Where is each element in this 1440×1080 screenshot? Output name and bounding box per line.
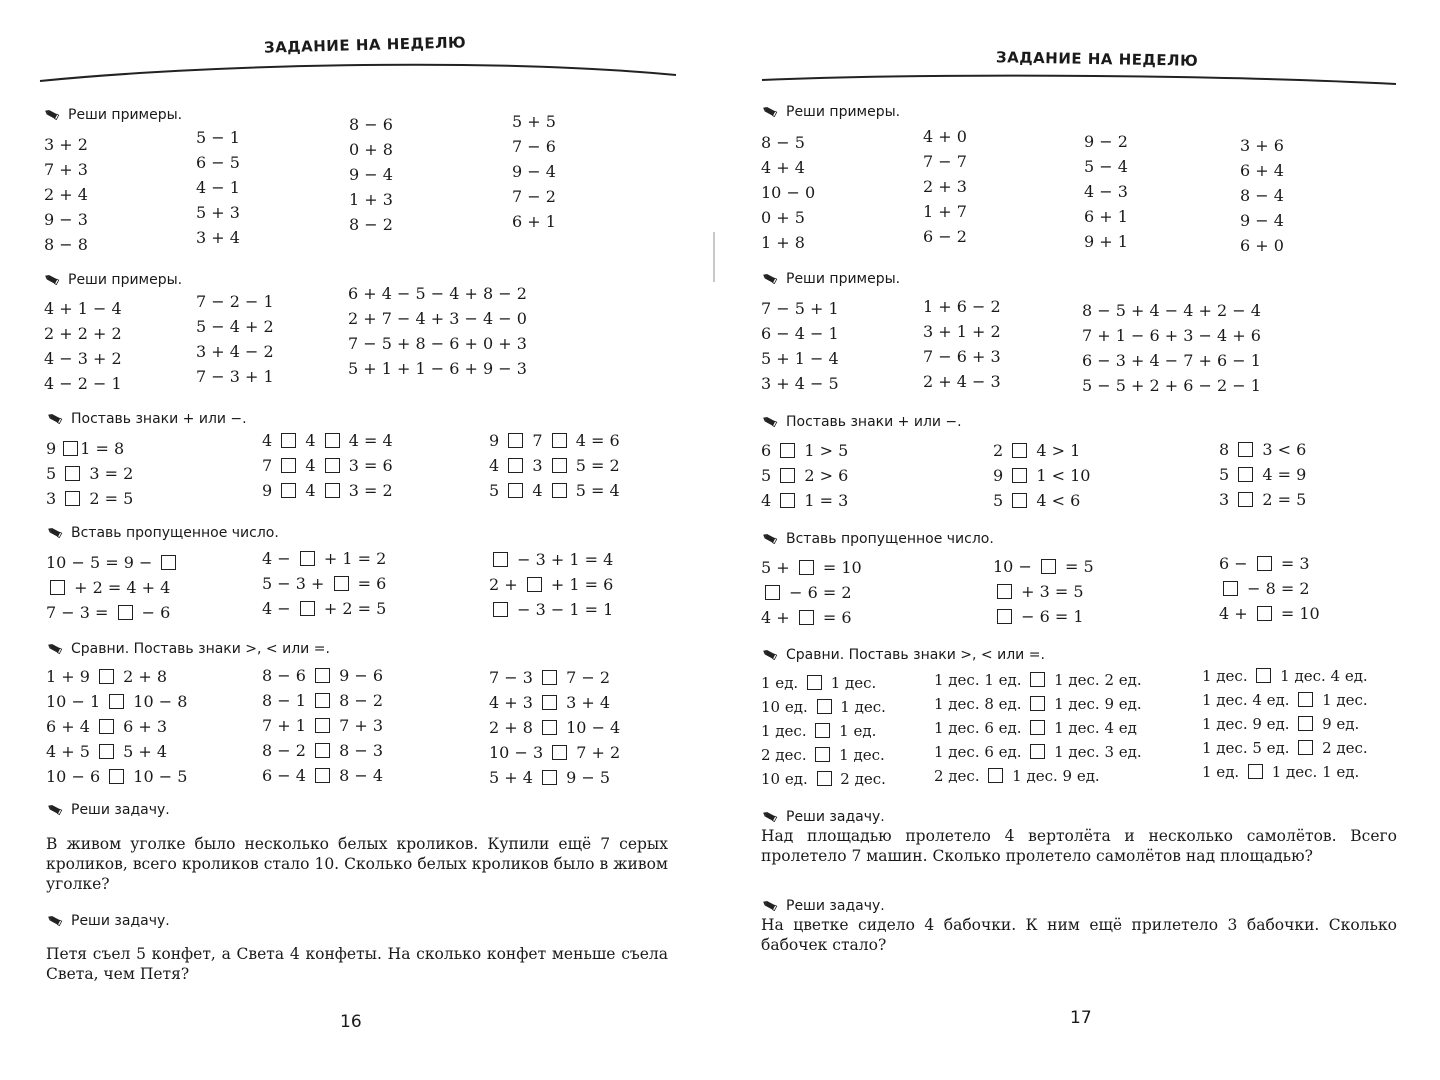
example: 6 + 4 − 5 − 4 + 8 − 2 (348, 284, 527, 303)
examples2-col-1 (761, 296, 839, 396)
answer-box[interactable] (1256, 668, 1271, 683)
signs-row: 4 3 5 = 2 (489, 456, 620, 475)
compare-col-1 (761, 671, 886, 791)
answer-box[interactable] (1012, 468, 1027, 483)
instruction: Поставь знаки + или −. (47, 409, 247, 429)
section-task-1 (47, 800, 170, 820)
answer-box[interactable] (325, 458, 340, 473)
signs-row: 5 2 > 6 (761, 466, 849, 485)
compare-row: 1 дес. 8 ед. 1 дес. 9 ед. (934, 695, 1142, 713)
pencil-icon (762, 900, 779, 913)
example: 3 + 4 − 2 (196, 342, 274, 361)
answer-box[interactable] (1012, 443, 1027, 458)
section-compare (762, 645, 1045, 665)
signs-row: 8 3 < 6 (1219, 440, 1307, 459)
answer-box[interactable] (109, 694, 124, 709)
compare-row: 2 + 8 10 − 4 (489, 718, 621, 737)
example: 4 + 0 (923, 127, 967, 146)
example: 9 − 4 (1240, 211, 1284, 230)
missing-col-3 (1219, 551, 1320, 626)
compare-row: 10 − 1 10 − 8 (46, 692, 188, 711)
compare-row: 5 + 4 9 − 5 (489, 768, 611, 787)
example: 7 + 3 (44, 160, 88, 179)
answer-box[interactable] (988, 768, 1003, 783)
example: 6 + 1 (1084, 207, 1128, 226)
signs-row: 9 7 4 = 6 (489, 431, 620, 450)
compare-row: 8 − 6 9 − 6 (262, 666, 384, 685)
answer-box[interactable] (780, 493, 795, 508)
example: 0 + 5 (761, 208, 805, 227)
answer-box[interactable] (63, 441, 78, 456)
compare-row: 6 − 4 8 − 4 (262, 766, 384, 785)
compare-row: 1 ед. 1 дес. 1 ед. (1202, 763, 1360, 781)
example: 1 + 8 (761, 233, 805, 252)
compare-row: 1 дес. 4 ед. 1 дес. (1202, 691, 1368, 709)
instruction: Реши задачу. (47, 800, 170, 820)
compare-row: 8 − 1 8 − 2 (262, 691, 384, 710)
example: 6 − 2 (923, 227, 967, 246)
missing-row: 4 − + 2 = 5 (262, 599, 387, 618)
compare-row: 4 + 5 5 + 4 (46, 742, 168, 761)
example: 4 − 3 + 2 (44, 349, 122, 368)
example: 4 − 3 (1084, 182, 1128, 201)
pencil-icon (762, 416, 779, 429)
missing-col-3 (489, 547, 613, 622)
example: 7 − 5 + 1 (761, 299, 839, 318)
compare-row: 1 дес. 1 ед. 1 дес. 2 ед. (934, 671, 1142, 689)
signs-col-3 (1219, 437, 1306, 512)
answer-box[interactable] (315, 768, 330, 783)
answer-box[interactable] (1298, 740, 1313, 755)
answer-box[interactable] (1030, 720, 1045, 735)
missing-row: 6 − = 3 (1219, 554, 1310, 573)
signs-row: 5 4 5 = 4 (489, 481, 620, 500)
examples-col-2 (196, 125, 240, 250)
instruction: Реши примеры. (44, 270, 182, 290)
section-examples-1 (762, 102, 900, 122)
compare-row: 10 ед. 1 дес. (761, 698, 886, 716)
missing-row: − 3 − 1 = 1 (489, 597, 613, 622)
missing-col-2 (993, 554, 1094, 629)
task-2-text: Петя съел 5 конфет, а Света 4 конфеты. На сколько конфет меньше съела Света, чем Петя? (46, 945, 668, 983)
signs-row: 7 4 3 = 6 (262, 456, 393, 475)
example: 1 + 7 (923, 202, 967, 221)
examples2-col-2 (923, 294, 1001, 394)
instruction: Реши задачу. (47, 911, 170, 931)
signs-row: 3 2 = 5 (1219, 490, 1307, 509)
instruction: Вставь пропущенное число. (47, 523, 279, 543)
signs-row: 4 1 = 3 (761, 491, 849, 510)
example: 7 − 2 (512, 187, 556, 206)
missing-row: 2 + + 1 = 6 (489, 575, 614, 594)
answer-box[interactable] (109, 769, 124, 784)
missing-row: 5 − 3 + = 6 (262, 574, 387, 593)
pencil-icon (47, 413, 64, 426)
section-compare (47, 639, 330, 659)
pencil-icon (762, 273, 779, 286)
compare-row: 1 дес. 6 ед. 1 дес. 4 ед (934, 719, 1137, 737)
signs-row: 3 2 = 5 (46, 489, 134, 508)
answer-box[interactable] (1238, 442, 1253, 457)
answer-box[interactable] (552, 745, 567, 760)
example: 6 − 5 (196, 153, 240, 172)
answer-box[interactable] (799, 610, 814, 625)
example: 5 + 1 − 4 (761, 349, 839, 368)
example: 8 − 2 (349, 215, 393, 234)
missing-row: 5 + = 10 (761, 558, 862, 577)
answer-box[interactable] (65, 491, 80, 506)
page-number: 16 (340, 1012, 362, 1032)
pencil-icon (44, 109, 61, 122)
compare-row: 1 дес. 1 ед. (761, 722, 877, 740)
example: 9 − 2 (1084, 132, 1128, 151)
example: 2 + 4 (44, 185, 88, 204)
signs-row: 9 1 = 8 (46, 439, 125, 458)
answer-box[interactable] (765, 585, 780, 600)
compare-col-2 (262, 663, 383, 788)
answer-box[interactable] (799, 560, 814, 575)
pencil-icon (762, 533, 779, 546)
answer-box[interactable] (1030, 672, 1045, 687)
compare-col-1 (46, 664, 187, 789)
example: 6 + 0 (1240, 236, 1284, 255)
instruction: Реши примеры. (44, 105, 182, 125)
answer-box[interactable] (281, 433, 296, 448)
signs-col-2 (262, 428, 393, 503)
missing-row: 7 − 3 = − 6 (46, 603, 171, 622)
section-signs (47, 409, 247, 429)
compare-row: 8 − 2 8 − 3 (262, 741, 384, 760)
compare-row: 1 дес. 6 ед. 1 дес. 3 ед. (934, 743, 1142, 761)
answer-box[interactable] (493, 602, 508, 617)
examples-col-1 (44, 132, 88, 257)
header-curve (0, 55, 720, 85)
example: 6 + 4 (1240, 161, 1284, 180)
example: 6 + 1 (512, 212, 556, 231)
pencil-icon (47, 643, 64, 656)
answer-box[interactable] (65, 466, 80, 481)
missing-row: 4 + = 10 (1219, 604, 1320, 623)
missing-row: + 2 = 4 + 4 (46, 575, 180, 600)
example: 8 − 6 (349, 115, 393, 134)
answer-box[interactable] (1238, 492, 1253, 507)
section-examples-1 (44, 105, 182, 125)
example: 5 − 4 + 2 (196, 317, 274, 336)
example: 4 − 1 (196, 178, 240, 197)
signs-row: 4 4 4 = 4 (262, 431, 393, 450)
answer-box[interactable] (118, 605, 133, 620)
missing-col-2 (262, 546, 386, 621)
answer-box[interactable] (508, 483, 523, 498)
answer-box[interactable] (315, 718, 330, 733)
pencil-icon (762, 106, 779, 119)
examples2-col-3 (1082, 298, 1261, 398)
answer-box[interactable] (325, 483, 340, 498)
example: 6 − 3 + 4 − 7 + 6 − 1 (1082, 351, 1261, 370)
compare-row: 10 − 6 10 − 5 (46, 767, 188, 786)
example: 7 − 6 + 3 (923, 347, 1001, 366)
section-missing-number (47, 523, 279, 543)
signs-row: 6 1 > 5 (761, 441, 849, 460)
answer-box[interactable] (542, 720, 557, 735)
instruction: Реши примеры. (762, 102, 900, 122)
answer-box[interactable] (815, 723, 830, 738)
examples-col-4 (512, 109, 556, 234)
examples2-col-2 (196, 289, 274, 389)
example: 8 − 8 (44, 235, 88, 254)
page-header-title: ЗАДАНИЕ НА НЕДЕЛЮ (995, 48, 1199, 70)
missing-row: 4 + = 6 (761, 608, 852, 627)
answer-box[interactable] (281, 483, 296, 498)
compare-row: 10 ед. 2 дес. (761, 770, 886, 788)
pencil-icon (44, 274, 61, 287)
example: 7 − 5 + 8 − 6 + 0 + 3 (348, 334, 527, 353)
pencil-icon (762, 649, 779, 662)
example: 5 + 3 (196, 203, 240, 222)
compare-col-2 (934, 668, 1142, 788)
section-examples-2 (44, 270, 182, 290)
answer-box[interactable] (780, 468, 795, 483)
compare-row: 1 дес. 9 ед. 9 ед. (1202, 715, 1360, 733)
example: 7 − 3 + 1 (196, 367, 274, 386)
example: 2 + 4 − 3 (923, 372, 1001, 391)
answer-box[interactable] (817, 771, 832, 786)
example: 0 + 8 (349, 140, 393, 159)
examples-col-4 (1240, 133, 1284, 258)
section-task-1 (762, 807, 885, 827)
compare-row: 1 дес. 5 ед. 2 дес. (1202, 739, 1368, 757)
example: 2 + 3 (923, 177, 967, 196)
answer-box[interactable] (1298, 716, 1313, 731)
pencil-icon (47, 804, 64, 817)
instruction: Сравни. Поставь знаки >, < или =. (762, 645, 1045, 665)
example: 10 − 0 (761, 183, 816, 202)
example: 3 + 2 (44, 135, 88, 154)
example: 4 + 1 − 4 (44, 299, 122, 318)
compare-row: 2 дес. 1 дес. (761, 746, 885, 764)
signs-row: 9 1 < 10 (993, 466, 1091, 485)
signs-row: 5 4 < 6 (993, 491, 1081, 510)
examples-col-1 (761, 130, 815, 255)
pencil-icon (762, 811, 779, 824)
missing-row: 10 − 5 = 9 − (46, 550, 180, 575)
example: 9 + 1 (1084, 232, 1128, 251)
example: 2 + 7 − 4 + 3 − 4 − 0 (348, 309, 527, 328)
answer-box[interactable] (508, 458, 523, 473)
example: 6 − 4 − 1 (761, 324, 839, 343)
signs-col-1 (46, 436, 133, 511)
section-missing-number (762, 529, 994, 549)
example: 1 + 6 − 2 (923, 297, 1001, 316)
missing-row: 4 − + 1 = 2 (262, 549, 387, 568)
instruction: Реши задачу. (762, 896, 885, 916)
example: 1 + 3 (349, 190, 393, 209)
compare-row: 1 дес. 1 дес. 4 ед. (1202, 667, 1368, 685)
example: 9 − 4 (512, 162, 556, 181)
missing-col-1 (761, 555, 862, 630)
answer-box[interactable] (508, 433, 523, 448)
answer-box[interactable] (334, 576, 349, 591)
answer-box[interactable] (817, 699, 832, 714)
compare-row: 6 + 4 6 + 3 (46, 717, 168, 736)
answer-box[interactable] (807, 675, 822, 690)
answer-box[interactable] (1298, 692, 1313, 707)
signs-col-1 (761, 438, 848, 513)
missing-col-1 (46, 550, 180, 625)
missing-row: − 3 + 1 = 4 (489, 547, 613, 572)
answer-box[interactable] (997, 609, 1012, 624)
missing-row: − 8 = 2 (1219, 576, 1320, 601)
task-2-text: На цветке сидело 4 бабочки. К ним ещё прилетело 3 бабочки. Сколько бабочек стало? (761, 916, 1397, 954)
answer-box[interactable] (527, 577, 542, 592)
answer-box[interactable] (325, 433, 340, 448)
signs-col-2 (993, 438, 1090, 513)
answer-box[interactable] (300, 601, 315, 616)
answer-box[interactable] (552, 433, 567, 448)
answer-box[interactable] (1041, 559, 1056, 574)
answer-box[interactable] (315, 743, 330, 758)
example: 8 − 5 (761, 133, 805, 152)
answer-box[interactable] (552, 483, 567, 498)
answer-box[interactable] (300, 551, 315, 566)
compare-row: 1 ед. 1 дес. (761, 674, 877, 692)
answer-box[interactable] (1238, 467, 1253, 482)
instruction: Реши примеры. (762, 269, 900, 289)
instruction: Реши задачу. (762, 807, 885, 827)
example: 4 − 2 − 1 (44, 374, 122, 393)
signs-row: 2 4 > 1 (993, 441, 1081, 460)
answer-box[interactable] (161, 555, 176, 570)
answer-box[interactable] (542, 670, 557, 685)
answer-box[interactable] (281, 458, 296, 473)
examples2-col-3 (348, 281, 527, 381)
compare-row: 2 дес. 1 дес. 9 ед. (934, 767, 1100, 785)
instruction: Поставь знаки + или −. (762, 412, 962, 432)
page-number: 17 (1070, 1008, 1092, 1028)
page-17 (720, 0, 1440, 1080)
answer-box[interactable] (1257, 606, 1272, 621)
example: 5 + 5 (512, 112, 556, 131)
signs-row: 9 4 3 = 2 (262, 481, 393, 500)
compare-row: 4 + 3 3 + 4 (489, 693, 611, 712)
pencil-icon (47, 527, 64, 540)
compare-col-3 (1202, 664, 1368, 784)
answer-box[interactable] (315, 668, 330, 683)
instruction: Вставь пропущенное число. (762, 529, 994, 549)
example: 5 − 4 (1084, 157, 1128, 176)
compare-row: 10 − 3 7 + 2 (489, 743, 621, 762)
example: 7 − 2 − 1 (196, 292, 274, 311)
answer-box[interactable] (815, 747, 830, 762)
examples-col-3 (349, 112, 393, 237)
example: 3 + 6 (1240, 136, 1284, 155)
section-examples-2 (762, 269, 900, 289)
section-task-2 (762, 896, 885, 916)
gutter-mark (713, 232, 715, 282)
instruction: Сравни. Поставь знаки >, < или =. (47, 639, 330, 659)
signs-row: 5 3 = 2 (46, 464, 134, 483)
example: 9 − 4 (349, 165, 393, 184)
compare-row: 1 + 9 2 + 8 (46, 667, 168, 686)
task-1-text: Над площадью пролетело 4 вертолёта и несколько самолётов. Всего пролетело 7 машин. Сколько пролетело самолётов над площадью? (761, 827, 1397, 865)
example: 7 + 1 − 6 + 3 − 4 + 6 (1082, 326, 1261, 345)
answer-box[interactable] (99, 669, 114, 684)
example: 4 + 4 (761, 158, 805, 177)
answer-box[interactable] (315, 693, 330, 708)
example: 8 − 4 (1240, 186, 1284, 205)
example: 5 + 1 + 1 − 6 + 9 − 3 (348, 359, 527, 378)
answer-box[interactable] (780, 443, 795, 458)
answer-box[interactable] (99, 719, 114, 734)
example: 9 − 3 (44, 210, 88, 229)
page-header-title: ЗАДАНИЕ НА НЕДЕЛЮ (263, 33, 467, 57)
answer-box[interactable] (542, 695, 557, 710)
task-1-text: В живом уголке было несколько белых кроликов. Купили ещё 7 серых кроликов, всего кроликов стало 10. Сколько белых кроликов было в живом уголке? (46, 835, 668, 893)
signs-col-3 (489, 428, 620, 503)
missing-row: − 6 = 1 (993, 604, 1094, 629)
example: 7 − 6 (512, 137, 556, 156)
answer-box[interactable] (50, 580, 65, 595)
examples-col-2 (923, 124, 967, 249)
answer-box[interactable] (997, 584, 1012, 599)
answer-box[interactable] (542, 770, 557, 785)
section-task-2 (47, 911, 170, 931)
example: 3 + 4 (196, 228, 240, 247)
example: 3 + 1 + 2 (923, 322, 1001, 341)
examples-col-3 (1084, 129, 1128, 254)
answer-box[interactable] (1257, 556, 1272, 571)
section-signs (762, 412, 962, 432)
header-curve (720, 68, 1440, 92)
example: 5 − 5 + 2 + 6 − 2 − 1 (1082, 376, 1261, 395)
example: 5 − 1 (196, 128, 240, 147)
missing-row: + 3 = 5 (993, 579, 1094, 604)
example: 8 − 5 + 4 − 4 + 2 − 4 (1082, 301, 1261, 320)
compare-row: 7 + 1 7 + 3 (262, 716, 384, 735)
answer-box[interactable] (1030, 744, 1045, 759)
example: 2 + 2 + 2 (44, 324, 122, 343)
signs-row: 5 4 = 9 (1219, 465, 1307, 484)
answer-box[interactable] (493, 552, 508, 567)
answer-box[interactable] (1223, 581, 1238, 596)
compare-row: 7 − 3 7 − 2 (489, 668, 611, 687)
example: 7 − 7 (923, 152, 967, 171)
compare-col-3 (489, 665, 620, 790)
missing-row: − 6 = 2 (761, 580, 862, 605)
missing-row: 10 − = 5 (993, 557, 1094, 576)
answer-box[interactable] (1012, 493, 1027, 508)
answer-box[interactable] (99, 744, 114, 759)
examples2-col-1 (44, 296, 122, 396)
answer-box[interactable] (1248, 764, 1263, 779)
example: 3 + 4 − 5 (761, 374, 839, 393)
answer-box[interactable] (1030, 696, 1045, 711)
pencil-icon (47, 915, 64, 928)
answer-box[interactable] (552, 458, 567, 473)
